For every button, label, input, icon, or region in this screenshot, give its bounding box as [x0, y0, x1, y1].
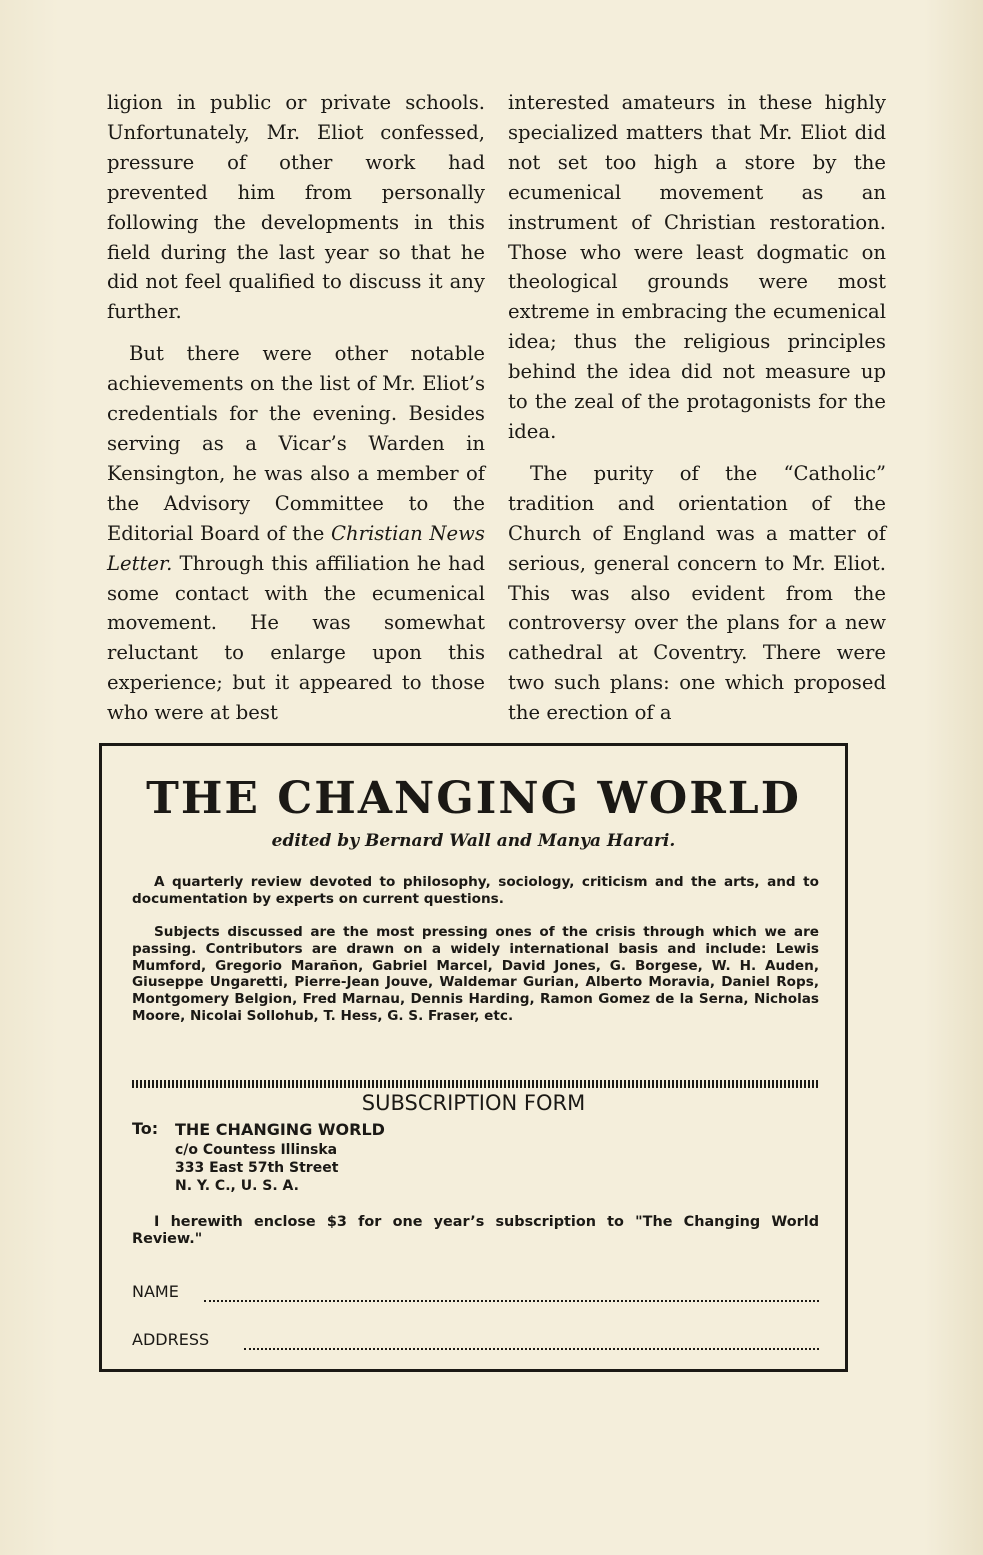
- name-field[interactable]: [132, 1282, 819, 1306]
- paragraph-text: But there were other notable achievements on the list of Mr. Eliot’s credentials for the evening. Besides serving as a Vicar’s Warden in Kensington, he was also a member of the Advisory Committee to the Editorial Board of the: [107, 342, 485, 545]
- address-label: ADDRESS: [132, 1330, 210, 1349]
- address-fill-line[interactable]: [244, 1348, 819, 1350]
- paragraph: ligion in public or private schools. Unfortunately, Mr. Eliot confessed, pressure of other work had prevented him from personally following the developments in this field during the last year so that he did not feel qualified to discuss it any further.: [107, 91, 485, 324]
- subscription-form-title: SUBSCRIPTION FORM: [361, 1091, 586, 1115]
- name-label: NAME: [132, 1282, 179, 1301]
- ad-editors: edited by Bernard Wall and Manya Harari.: [271, 831, 676, 851]
- paragraph: [107, 339, 485, 728]
- mailing-address: [175, 1119, 385, 1195]
- address-field[interactable]: [132, 1330, 819, 1354]
- enclosure-statement: I herewith enclose $3 for one year’s subscription to "The Changing World Review.": [132, 1214, 819, 1247]
- address-line: THE CHANGING WORLD: [175, 1120, 385, 1139]
- publication-title: Christian News Letter.: [107, 521, 485, 575]
- to-label: To:: [132, 1119, 159, 1138]
- address-line: c/o Countess Illinska: [175, 1142, 338, 1158]
- ad-description: A quarterly review devoted to philosophy, sociology, criticism and the arts, and to documentation by experts on current questions.: [132, 874, 819, 907]
- ad-subjects: Subjects discussed are the most pressing ones of the crisis through which we are passing. Contributors are drawn on a widely international basis and include: Lewis Mumford, Gregorio Marañon, Gabriel Marcel, David Jones, G. Borgese, W. H. Auden, Giuseppe Ungaretti, Pierre-Jean Jouve, Waldemar Gurian, Alberto Moravia, Daniel Rops, Montgomery Belgion, Fred Marnau, Dennis Harding, Ramon Gomez de la Serna, Nicholas Moore, Nicolai Sollohub, T. Hess, G. S. Fraser, etc.: [132, 924, 819, 1024]
- name-fill-line[interactable]: [204, 1300, 819, 1302]
- address-line: N. Y. C., U. S. A.: [175, 1178, 299, 1194]
- article-left-column: [107, 88, 485, 740]
- paragraph-text: Through this affiliation he had some contact with the ecumenical movement. He was somewhat reluctant to enlarge upon this experience; but it appeared to those who were at best: [107, 551, 485, 725]
- address-line: 333 East 57th Street: [175, 1160, 339, 1176]
- dotted-divider: [132, 1080, 819, 1088]
- article-right-column: [508, 88, 886, 740]
- paragraph: interested amateurs in these highly specialized matters that Mr. Eliot did not set too high a store by the ecumenical movement as an instrument of Christian restoration. Those who were least dogmatic on theological grounds were most extreme in embracing the ecumenical idea; thus the religious principles behind the idea did not measure up to the zeal of the protagonists for the idea.: [508, 91, 886, 443]
- ad-title: THE CHANGING WORLD: [146, 773, 801, 824]
- advertisement-box: [99, 743, 848, 1372]
- paragraph: The purity of the “Catholic” tradition and orientation of the Church of England was a matter of serious, general concern to Mr. Eliot. This was also evident from the controversy over the plans for a new cathedral at Coventry. There were two such plans: one which proposed the erection of a: [508, 461, 886, 725]
